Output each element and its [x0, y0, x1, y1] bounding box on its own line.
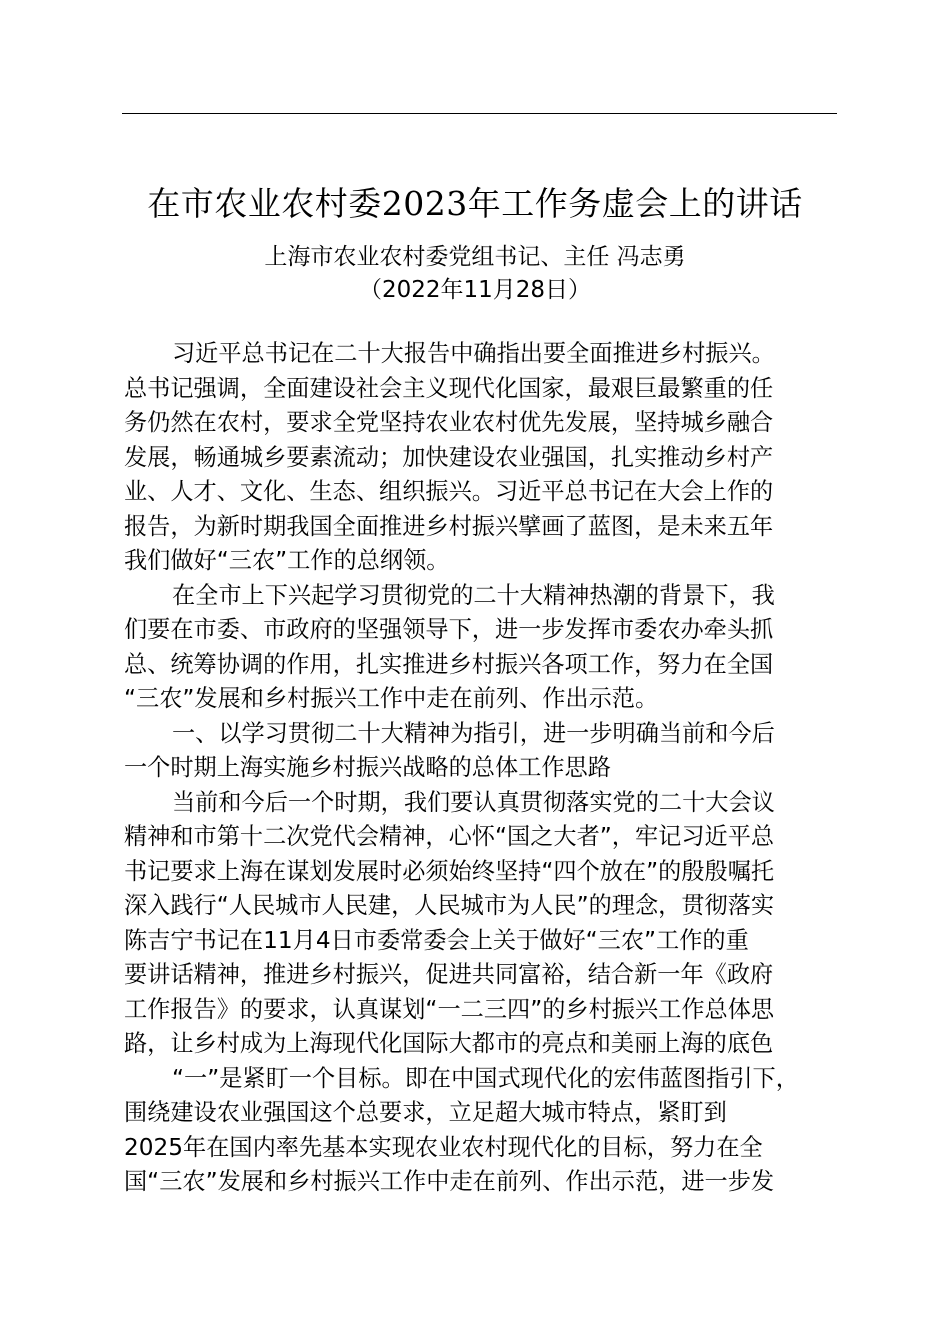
text-line: 发展，畅通城乡要素流动；加快建设农业强国，扎实推动乡村产	[124, 443, 774, 471]
text-line: 书记要求上海在谋划发展时必须始终坚持“四个放在”的殷殷嘱托	[124, 857, 775, 885]
text-line: 务仍然在农村，要求全党坚持农业农村优先发展，坚持城乡融合	[124, 409, 774, 436]
text-line: 报告，为新时期我国全面推进乡村振兴擘画了蓝图，是未来五年	[124, 512, 774, 540]
text-line: 总书记强调，全面建设社会主义现代化国家，最艰巨最繁重的任	[124, 374, 774, 402]
text-line: 路，让乡村成为上海现代化国际大都市的亮点和美丽上海的底色	[124, 1030, 774, 1057]
text-line: 总、统筹协调的作用，扎实推进乡村振兴各项工作，努力在全国	[124, 650, 774, 678]
date-line: （2022年11月28日）	[358, 277, 592, 303]
text-line: 围绕建设农业强国这个总要求，立足超大城市特点，紧盯到	[124, 1099, 727, 1126]
text-line: 习近平总书记在二十大报告中确指出要全面推进乡村振兴。	[172, 340, 775, 367]
body-text	[124, 337, 838, 1200]
header-rule	[122, 113, 837, 114]
author-line: 上海市农业农村委党组书记、主任 冯志勇	[264, 244, 686, 270]
text-line: 们要在市委、市政府的坚强领导下，进一步发挥市委农办牵头抓	[124, 616, 774, 643]
text-line: 深入践行“人民城市人民建，人民城市为人民”的理念，贯彻落实	[124, 892, 775, 919]
text-line: “一”是紧盯一个目标。即在中国式现代化的宏伟蓝图指引下，	[172, 1064, 799, 1092]
text-line: 2025年在国内率先基本实现农业农村现代化的目标，努力在全	[124, 1133, 763, 1161]
text-line: 国“三农”发展和乡村振兴工作中走在前列、作出示范，进一步发	[124, 1168, 775, 1195]
text-line: 一、以学习贯彻二十大精神为指引，进一步明确当前和今后	[172, 719, 775, 747]
text-line: “三农”发展和乡村振兴工作中走在前列、作出示范。	[124, 685, 659, 712]
text-line: 当前和今后一个时期，我们要认真贯彻落实党的二十大会议	[172, 788, 775, 816]
text-line: 一个时期上海实施乡村振兴战略的总体工作思路	[124, 754, 611, 781]
document-title: 在市农业农村委2023年工作务虚会上的讲话	[147, 184, 803, 223]
text-line: 我们做好“三农”工作的总纲领。	[124, 547, 450, 574]
text-line: 要讲话精神，推进乡村振兴，促进共同富裕，结合新一年《政府	[124, 961, 774, 988]
text-line: 精神和市第十二次党代会精神，心怀“国之大者”，牢记习近平总	[124, 823, 775, 850]
text-line: 陈吉宁书记在11月4日市委常委会上关于做好“三农”工作的重	[124, 926, 749, 954]
text-line: 在全市上下兴起学习贯彻党的二十大精神热潮的背景下，我	[172, 581, 775, 609]
text-line: 业、人才、文化、生态、组织振兴。习近平总书记在大会上作的	[124, 478, 774, 505]
text-line: 工作报告》的要求，认真谋划“一二三四”的乡村振兴工作总体思	[124, 995, 775, 1023]
